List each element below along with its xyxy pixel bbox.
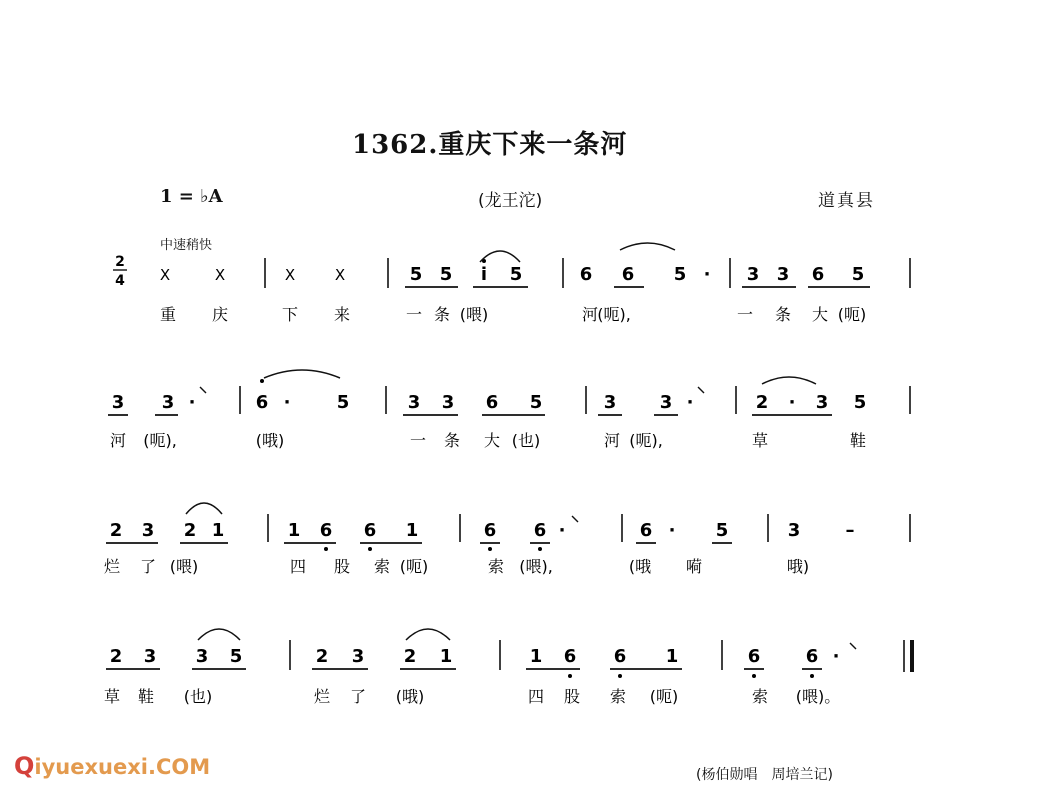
lyric: (呃), xyxy=(629,431,663,450)
slur-arc xyxy=(186,503,222,514)
watermark-text: iyuexuexi.COM xyxy=(34,755,211,779)
octave-dot-below xyxy=(368,547,372,551)
note: 6 xyxy=(255,392,269,413)
note: 3 xyxy=(195,646,209,667)
note: · xyxy=(686,392,694,413)
note: · xyxy=(703,264,711,285)
lyric: 索 xyxy=(373,557,391,576)
note: 5 xyxy=(229,646,243,667)
note: 3 xyxy=(787,520,801,541)
note: · xyxy=(788,392,796,413)
slur-arc xyxy=(406,629,450,640)
lyric: 下 xyxy=(281,305,299,324)
tempo-marking: 中速稍快 xyxy=(160,238,213,253)
note: 3 xyxy=(141,520,155,541)
lyric: 索 xyxy=(751,687,769,706)
lyric: 来 xyxy=(333,305,351,324)
note: 6 xyxy=(319,520,333,541)
octave-dot-below xyxy=(618,674,622,678)
note: 5 xyxy=(715,520,729,541)
note: 6 xyxy=(811,264,825,285)
note: 5 xyxy=(853,392,867,413)
key-signature: 1 = ♭A xyxy=(160,186,223,207)
lyric: (喂)。 xyxy=(795,687,841,706)
lyric: (呃) xyxy=(837,305,867,324)
lyric: 一 xyxy=(405,305,423,324)
lyric: (哦) xyxy=(395,687,425,706)
note: · xyxy=(188,392,196,413)
note: i xyxy=(480,264,488,285)
lyric: 鞋 xyxy=(137,687,155,706)
watermark-first-letter: Q xyxy=(14,752,35,780)
breath-mark xyxy=(850,643,856,649)
note: 3 xyxy=(441,392,455,413)
score-title: 1362.重庆下来一条河 xyxy=(352,130,628,160)
rest-x: X xyxy=(159,266,171,284)
note: 3 xyxy=(815,392,829,413)
lyric: 股 xyxy=(333,557,351,576)
note: · xyxy=(668,520,676,541)
note: 6 xyxy=(563,646,577,667)
lyric: (哦) xyxy=(255,431,285,450)
lyric: 河 xyxy=(109,431,127,450)
note: · xyxy=(558,520,566,541)
lyric: (喂), xyxy=(519,557,553,576)
region-label: 道真县 xyxy=(818,191,875,211)
lyric: 大 xyxy=(483,431,501,450)
time-signature-top: 2 xyxy=(115,254,125,270)
lyric: (呃) xyxy=(399,557,429,576)
note: 1 xyxy=(665,646,679,667)
lyric: 一 xyxy=(736,305,754,324)
slur-arc xyxy=(620,243,675,250)
lyric: 河 xyxy=(603,431,621,450)
note: 5 xyxy=(851,264,865,285)
note: 6 xyxy=(613,646,627,667)
note: 3 xyxy=(746,264,760,285)
lyric: (哦 xyxy=(628,557,652,576)
lyric: 索 xyxy=(609,687,627,706)
octave-dot-below xyxy=(324,547,328,551)
slur-arc xyxy=(762,377,816,384)
octave-dot-below xyxy=(810,674,814,678)
lyric: (呃), xyxy=(597,305,631,324)
note: · xyxy=(283,392,291,413)
lyric: 大 xyxy=(811,305,829,324)
note: 1 xyxy=(405,520,419,541)
octave-dot-below xyxy=(538,547,542,551)
note: 1 xyxy=(529,646,543,667)
lyric: 哦) xyxy=(786,557,810,576)
rest-x: X xyxy=(214,266,226,284)
note: 3 xyxy=(407,392,421,413)
note: 6 xyxy=(363,520,377,541)
slur-arc xyxy=(264,370,340,378)
octave-dot-below xyxy=(488,547,492,551)
lyric: (喂) xyxy=(459,305,489,324)
note: 6 xyxy=(483,520,497,541)
note: 6 xyxy=(533,520,547,541)
lyric: 烂 xyxy=(313,687,331,706)
slur-arc xyxy=(198,629,240,640)
note: 3 xyxy=(776,264,790,285)
lyric: 条 xyxy=(443,431,461,450)
note: 1 xyxy=(211,520,225,541)
note: 5 xyxy=(529,392,543,413)
lyric: (呃), xyxy=(143,431,177,450)
note: – xyxy=(845,520,855,541)
note: 3 xyxy=(111,392,125,413)
breath-mark xyxy=(200,387,206,393)
note: 6 xyxy=(485,392,499,413)
lyric: 了 xyxy=(349,687,367,706)
lyric: 四 xyxy=(289,557,307,576)
note: 3 xyxy=(603,392,617,413)
note: 3 xyxy=(143,646,157,667)
lyric: (也) xyxy=(511,431,541,450)
credit-line: (杨伯勋唱 周培兰记) xyxy=(696,767,833,783)
lyric: 庆 xyxy=(211,305,229,324)
note: 3 xyxy=(659,392,673,413)
note: 3 xyxy=(351,646,365,667)
time-signature-bottom: 4 xyxy=(115,273,125,289)
lyric: 草 xyxy=(751,431,769,450)
note: 1 xyxy=(439,646,453,667)
octave-dot-below xyxy=(568,674,572,678)
breath-mark xyxy=(572,516,578,522)
octave-dot-below xyxy=(752,674,756,678)
note: · xyxy=(832,646,840,667)
octave-dot-above xyxy=(260,379,264,383)
lyric: (也) xyxy=(183,687,213,706)
subtitle: (龙王沱) xyxy=(478,191,543,211)
lyric: 烂 xyxy=(103,557,121,576)
note: 6 xyxy=(621,264,635,285)
note: 5 xyxy=(509,264,523,285)
note: 2 xyxy=(403,646,417,667)
note: 2 xyxy=(183,520,197,541)
lyric: 四 xyxy=(527,687,545,706)
note: 3 xyxy=(161,392,175,413)
lyric: 河 xyxy=(581,305,599,324)
note: 6 xyxy=(639,520,653,541)
lyric: 条 xyxy=(433,305,451,324)
lyric: 草 xyxy=(103,687,121,706)
note: 6 xyxy=(805,646,819,667)
note: 5 xyxy=(439,264,453,285)
site-watermark xyxy=(14,752,210,780)
note: 6 xyxy=(747,646,761,667)
lyric: (呃) xyxy=(649,687,679,706)
lyric: 股 xyxy=(563,687,581,706)
note: 6 xyxy=(579,264,593,285)
lyric: 一 xyxy=(409,431,427,450)
breath-mark xyxy=(698,387,704,393)
note: 2 xyxy=(315,646,329,667)
lyric: 重 xyxy=(159,305,177,324)
lyric: 了 xyxy=(139,557,157,576)
note: 5 xyxy=(673,264,687,285)
slur-arc xyxy=(480,251,520,262)
lyric: 条 xyxy=(774,305,792,324)
note: 2 xyxy=(755,392,769,413)
note: 1 xyxy=(287,520,301,541)
rest-x: X xyxy=(334,266,346,284)
note: 2 xyxy=(109,520,123,541)
note: 5 xyxy=(336,392,350,413)
rest-x: X xyxy=(284,266,296,284)
lyric: 鞋 xyxy=(849,431,867,450)
lyric: 嗬 xyxy=(685,557,703,576)
lyric: 索 xyxy=(487,557,505,576)
note: 2 xyxy=(109,646,123,667)
lyric: (喂) xyxy=(169,557,199,576)
note: 5 xyxy=(409,264,423,285)
